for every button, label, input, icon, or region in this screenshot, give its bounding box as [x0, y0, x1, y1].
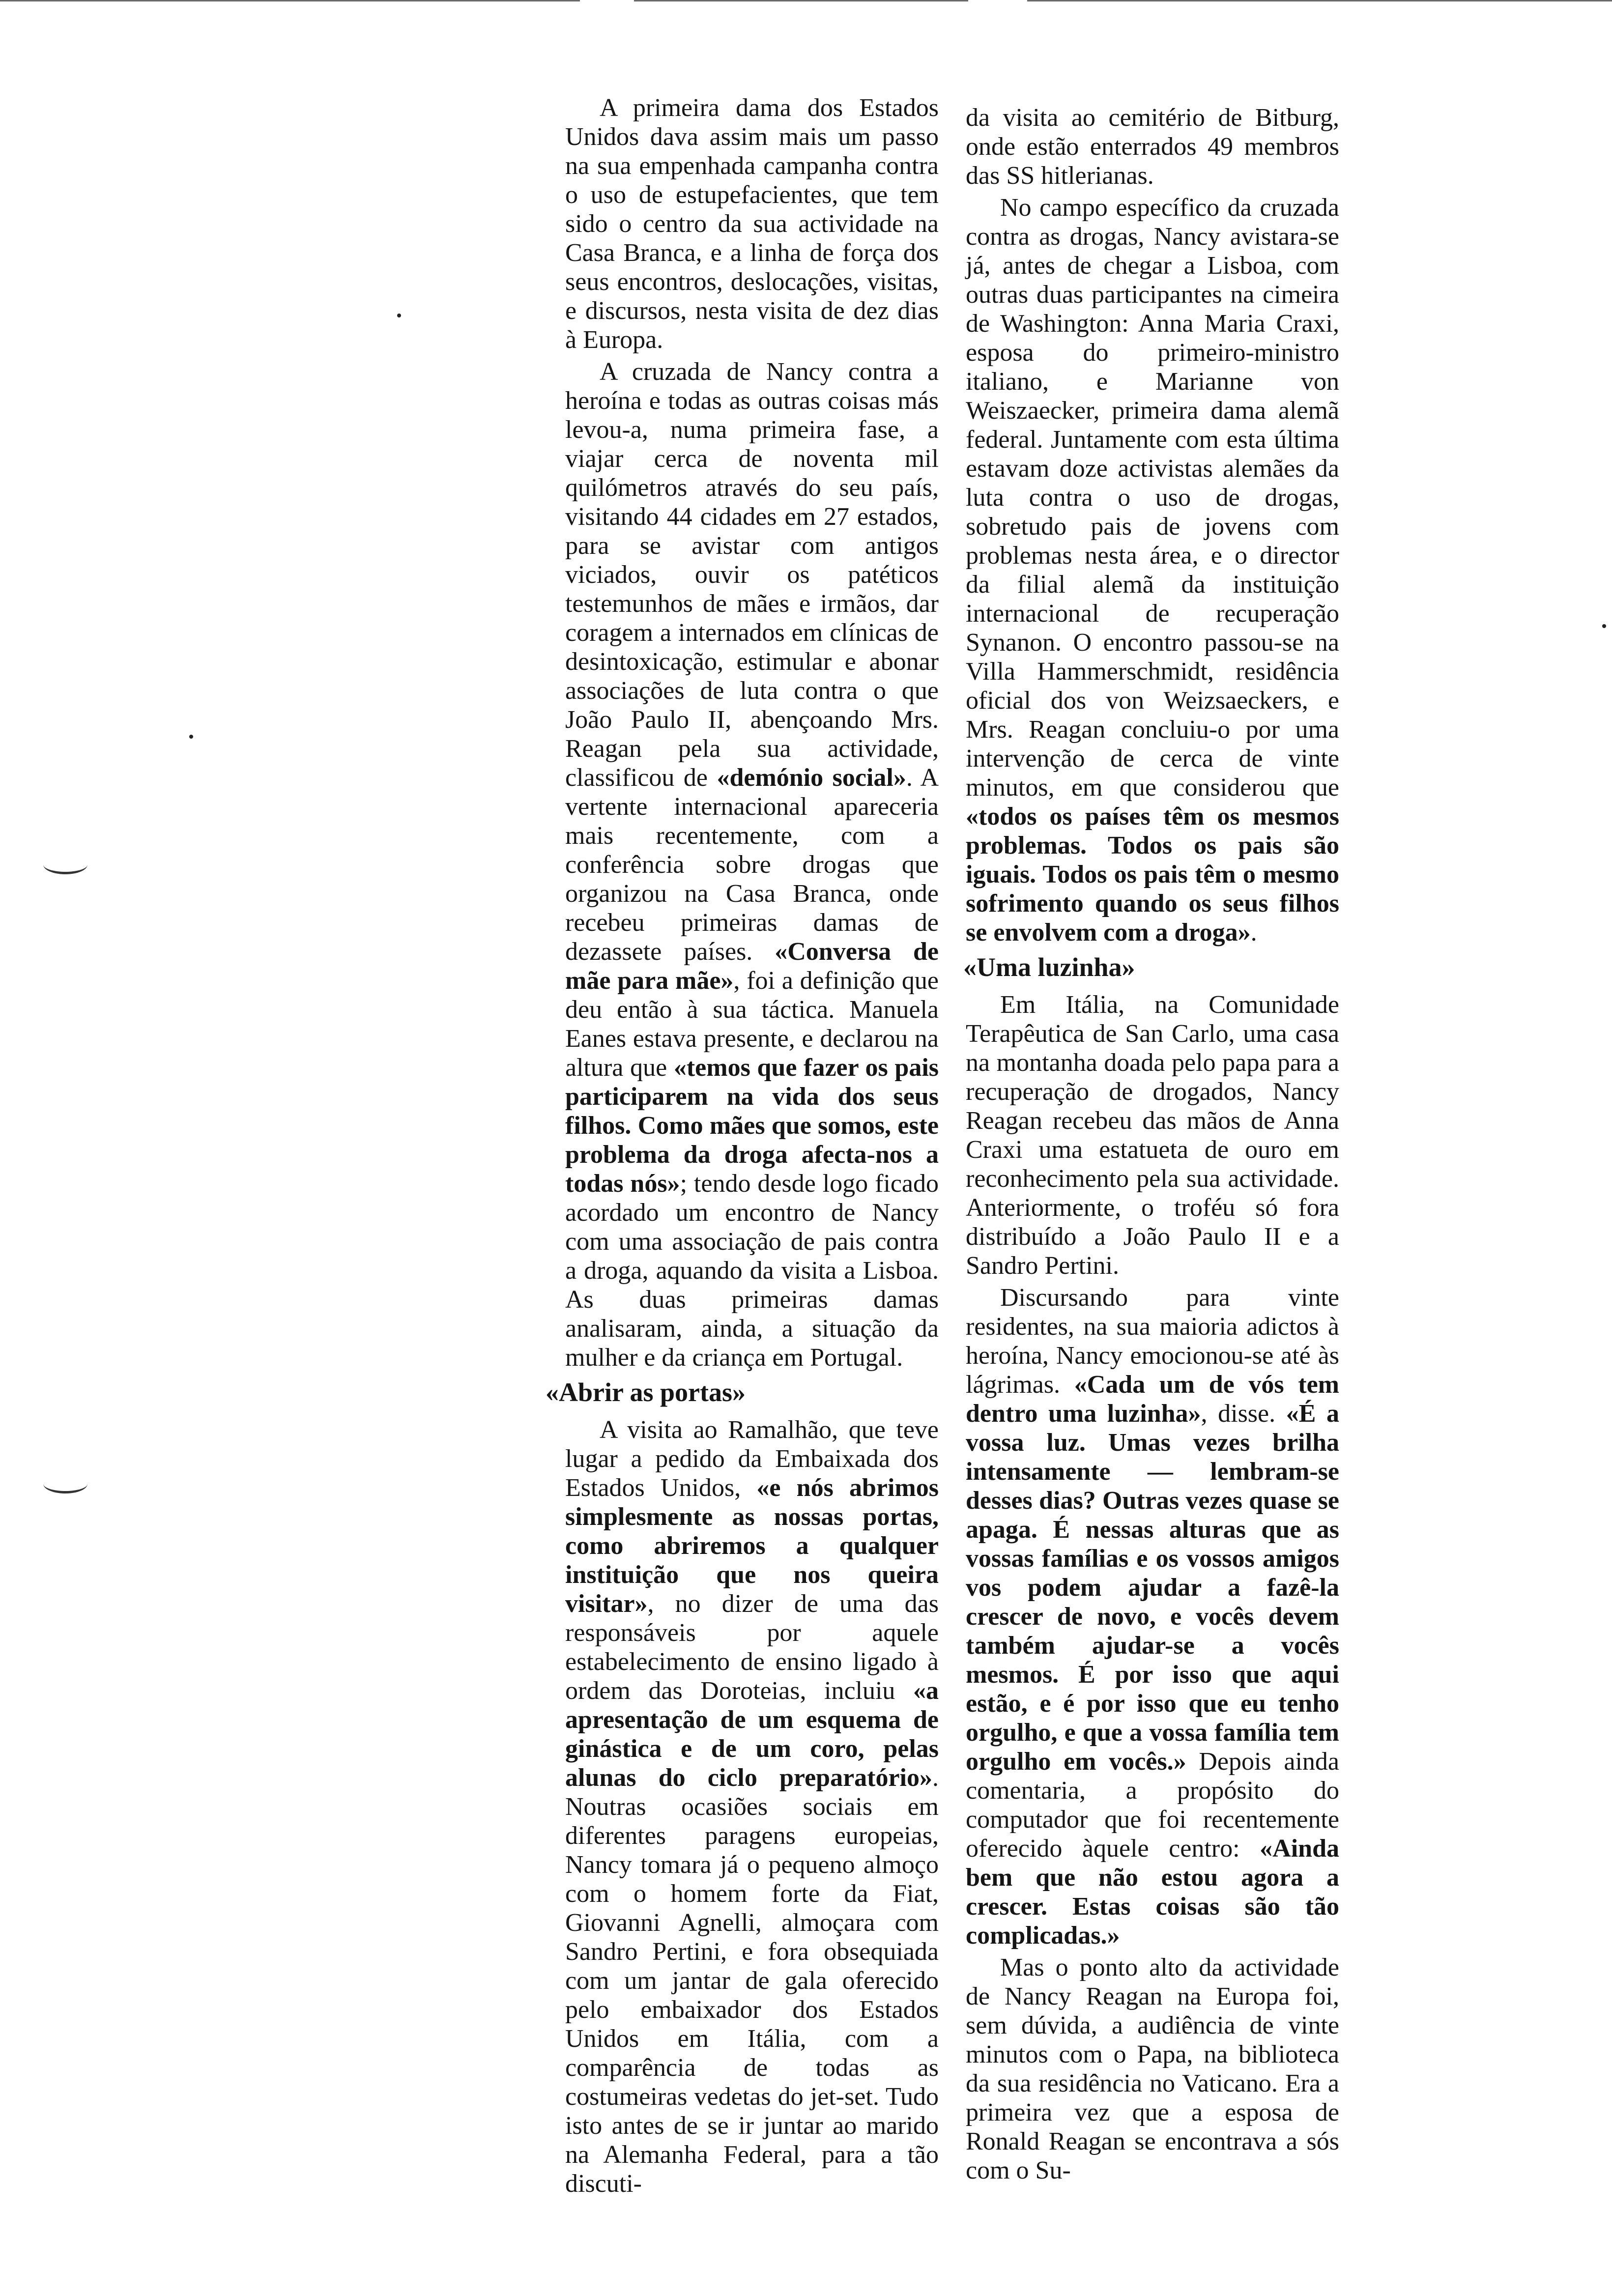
- top-rule-left: [0, 0, 580, 1]
- quote: «Conversa de mãe para mãe»: [565, 938, 939, 995]
- paragraph: [565, 1415, 939, 2198]
- quote: «Cada um de vós tem dentro uma luzinha»: [966, 1371, 1339, 1428]
- text-run: A cruzada de Nancy contra a heroína e todas as outras coisas más levou-a, numa primeira fase, a viajar cerca de noventa mil quilómetros através do seu país, visitando 44 cidades em 27 estados, para se avistar com antigos viciados, ouvir os patéticos testemunhos de mães e irmãos, dar coragem a internados em clínicas de desintoxicação, estimular e abonar associações de luta contra o que João Paulo II, abençoando Mrs. Reagan pela sua actividade, classificou de: [565, 358, 939, 792]
- paragraph: da visita ao cemitério de Bitburg, onde estão enterrados 49 membros das SS hitlerianas.: [966, 104, 1339, 190]
- text-run: ; tendo desde logo ficado acordado um encontro de Nancy com uma associação de pais contra a droga, aquando da visita a Lisboa. As duas primeiras damas analisaram, ainda, a situação da mulher e da criança em Portugal.: [565, 1170, 939, 1372]
- quote: «Ainda bem que não estou agora a crescer. Estas coisas são tão complicadas.»: [966, 1835, 1339, 1950]
- text-run: . Noutras ocasiões sociais em diferentes paragens europeias, Nancy tomara já o pequeno almoço com o homem forte da Fiat, Giovanni Agnelli, almoçara com Sandro Pertini, e fora obsequiada com um jantar de gala oferecido pelo embaixador dos Estados Unidos em Itália, com a comparência de todas as costumeiras vedetas do jet-set. Tudo isto antes de se ir juntar ao marido na Alemanha Federal, para a tão discuti-: [565, 1764, 939, 2198]
- article-column-left: [546, 93, 939, 2198]
- subheading: «Abrir as portas»: [546, 1378, 746, 1407]
- text-run: , disse.: [1201, 1400, 1286, 1428]
- paragraph: Mas o ponto alto da actividade de Nancy Reagan na Europa foi, sem dúvida, a audiência de vinte minutos com o Papa, na biblioteca da sua residência no Vaticano. Era a primeira vez que a esposa de Ronald Reagan se encontrava a sós com o Su-: [966, 1953, 1339, 2184]
- subheading: «Uma luzinha»: [963, 952, 1135, 982]
- paragraph: Em Itália, na Comunidade Terapêutica de San Carlo, uma casa na montanha doada pelo papa para a recuperação de drogados, Nancy Reagan recebeu das mãos de Anna Craxi uma estatueta de ouro em reconhecimento pela sua actividade. Anteriormente, o troféu só fora distribuído a João Paulo II e a Sandro Pertini.: [966, 991, 1339, 1280]
- quote: «todos os países têm os mesmos problemas. Todos os pais são iguais. Todos os pais têm o mesmo sofrimento quando os seus filhos se envolvem com a droga»: [966, 803, 1339, 947]
- text-run: A visita ao Ramalhão, que teve lugar a pedido da Embaixada dos Estados Unidos,: [565, 1416, 939, 1502]
- quote: «É a vossa luz. Umas vezes brilha intensamente — lembram-se desses dias? Outras vezes quase se apaga. É nessas alturas que as vossas famílias e os vossos amigos vos podem ajudar a fazê-la crescer de novo, e vocês devem também ajudar-se a vocês mesmos. É por isso que aqui estão, e é por isso que eu tenho orgulho, e que a vossa família tem orgulho em vocês.»: [966, 1400, 1339, 1776]
- quote: «temos que fazer os pais participarem na vida dos seus filhos. Como mães que somos, este problema da droga afecta-nos a todas nós»: [565, 1054, 939, 1198]
- text-run: No campo específico da cruzada contra as drogas, Nancy avistara-se já, antes de chegar a Lisboa, com outras duas participantes na cimeira de Washington: Anna Maria Craxi, esposa do primeiro-ministro italiano, e Marianne von Weiszaecker, primeira dama alemã federal. Juntamente com esta última estavam doze activistas alemães da luta contra o uso de drogas, sobretudo pais de jovens com problemas nesta área, e o director da filial alemã da instituição internacional de recuperação Synanon. O encontro passou-se na Villa Hammerschmidt, residência oficial dos von Weizsaeckers, e Mrs. Reagan concluiu-o por uma intervenção de cerca de vinte minutos, em que considerou que: [966, 194, 1339, 802]
- binder-hole-mark: [43, 855, 87, 874]
- top-rule-middle: [634, 0, 968, 1]
- paragraph: [966, 1283, 1339, 1950]
- paragraph: [966, 193, 1339, 947]
- text-run: .: [1250, 918, 1257, 947]
- top-rule-right: [1027, 0, 1612, 1]
- text-run: Discursando para vinte residentes, na sua maioria adictos à heroína, Nancy emocionou-se até às lágrimas.: [966, 1284, 1339, 1399]
- paragraph: [565, 357, 939, 1372]
- paragraph: A primeira dama dos Estados Unidos dava assim mais um passo na sua empenhada campanha contra o uso de estupefacientes, que tem sido o centro da sua actividade na Casa Branca, e a linha de força dos seus encontros, deslocações, visitas, e discursos, nesta visita de dez dias à Europa.: [565, 94, 939, 354]
- text-run: Depois ainda comentaria, a propósito do computador que foi recentemente oferecido àquele centro:: [966, 1748, 1339, 1863]
- scan-speck: [397, 314, 401, 317]
- scan-speck: [1602, 624, 1606, 628]
- scan-speck: [189, 735, 193, 739]
- quote: «a apresentação de um esquema de ginástica e de um coro, pelas alunas do ciclo preparatório»: [565, 1677, 939, 1792]
- text-run: , foi a definição que deu então à sua táctica. Manuela Eanes estava presente, e declarou na altura que: [565, 967, 939, 1082]
- text-run: . A vertente internacional apareceria mais recentemente, com a conferência sobre drogas que organizou na Casa Branca, onde recebeu primeiras damas de dezassete países.: [565, 764, 939, 966]
- article-column-right: [963, 103, 1339, 2185]
- quote: «e nós abrimos simplesmente as nossas portas, como abriremos a qualquer instituição que nos queira visitar»: [565, 1474, 939, 1618]
- text-run: , no dizer de uma das responsáveis por aquele estabelecimento de ensino ligado à ordem das Doroteias, incluiu: [565, 1590, 939, 1705]
- quote: «demónio social»: [717, 764, 906, 792]
- binder-hole-mark: [43, 1474, 87, 1493]
